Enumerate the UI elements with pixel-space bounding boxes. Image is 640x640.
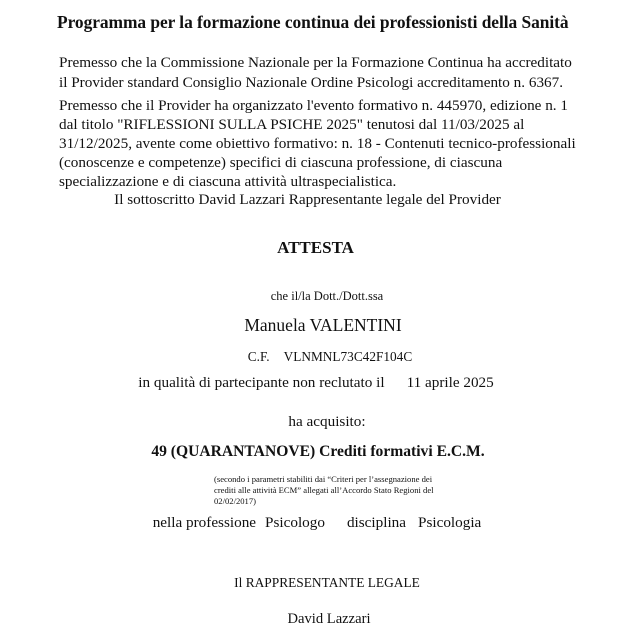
cf-value: VLNMNL73C42F104C (283, 349, 413, 364)
qualita-label: in qualità di partecipante non reclutato il (138, 374, 385, 391)
paragraph-line: specializzazione e di ciascuna attività ultraspecialistica. (59, 173, 397, 190)
credits-note: (secondo i parametri stabiliti dai “Criteri per l’assegnazione dei crediti alle attività ECM” allegati all’Accordo Stato Regioni del 02/02/2017) (214, 474, 434, 506)
representative-label: Il RAPPRESENTANTE LEGALE (234, 575, 420, 590)
paragraph-line: il Provider standard Consiglio Nazionale Ordine Psicologi accreditamento n. 6367. (59, 74, 564, 91)
che-label: che il/la Dott./Dott.ssa (270, 289, 384, 303)
professione-label: nella professione (152, 514, 257, 531)
qualita-date: 11 aprile 2025 (406, 374, 494, 391)
cf-label: C.F. (247, 349, 270, 364)
accreditation-paragraph (59, 53, 572, 93)
fiscal-code-line (0, 349, 640, 365)
event-paragraph (59, 96, 576, 191)
representative-name: David Lazzari (287, 611, 371, 627)
signer-statement: Il sottoscritto David Lazzari Rappresentante legale del Provider (114, 191, 501, 208)
disciplina-label: disciplina (346, 514, 407, 531)
acquisito-label: ha acquisito: (288, 413, 366, 430)
paragraph-line: Premesso che il Provider ha organizzato l'evento formativo n. 445970, edizione n. 1 (59, 97, 568, 114)
paragraph-line: 31/12/2025, avente come obiettivo formativo: n. 18 - Contenuti tecnico-professionali (59, 135, 576, 152)
paragraph-line: Premesso che la Commissione Nazionale per la Formazione Continua ha accreditato (59, 54, 572, 71)
paragraph-line: dal titolo "RIFLESSIONI SULLA PSICHE 2025" tenutosi dal 11/03/2025 al (59, 116, 525, 133)
participant-name: Manuela VALENTINI (244, 315, 402, 335)
paragraph-line: (conoscenze e competenze) specifici di ciascuna professione, di ciascuna (59, 154, 503, 171)
credits-awarded: 49 (QUARANTANOVE) Crediti formativi E.C.M. (151, 443, 485, 460)
profession-line (0, 514, 634, 532)
disciplina-value: Psicologia (418, 514, 482, 531)
attesta-heading: ATTESTA (277, 238, 354, 257)
professione-value: Psicologo (265, 514, 325, 531)
document-title: Programma per la formazione continua dei professionisti della Sanità (57, 12, 569, 32)
participation-line (0, 374, 632, 392)
